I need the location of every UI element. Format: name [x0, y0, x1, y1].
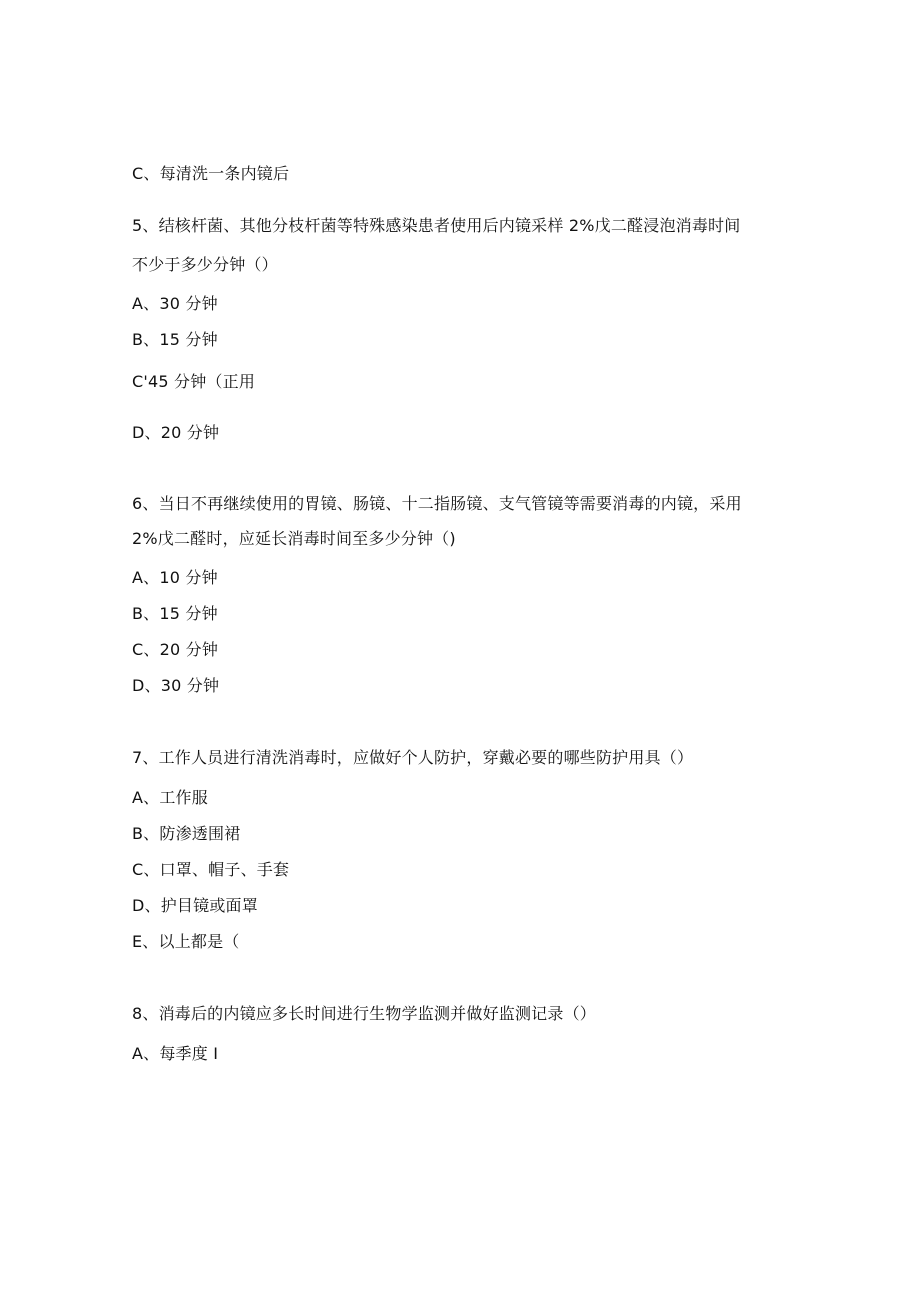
q5-option-d: D、20 分钟 [132, 423, 220, 442]
q7-option-b: B、防渗透围裙 [132, 824, 241, 843]
q8-question: 8、消毒后的内镜应多长时间进行生物学监测并做好监测记录（） [132, 1004, 596, 1023]
q7-option-e: E、以上都是（ [132, 932, 240, 951]
q7-option-d: D、护目镜或面罩 [132, 896, 258, 915]
q7-option-a: A、工作服 [132, 788, 208, 807]
q7-option-c: C、口罩、帽子、手套 [132, 860, 290, 879]
q4-option-c: C、每清洗一条内镜后 [132, 164, 290, 183]
q6-question-line2: 2%戊二醛时，应延长消毒时间至多少分钟（) [132, 529, 456, 548]
q7-question: 7、工作人员进行清洗消毒时，应做好个人防护，穿戴必要的哪些防护用具（） [132, 748, 694, 767]
q5-question-line1: 5、结核杆菌、其他分枝杆菌等特殊感染患者使用后内镜采样 2%戊二醛浸泡消毒时间 [132, 216, 741, 235]
q5-question-line2: 不少于多少分钟（） [132, 255, 278, 274]
q6-option-a: A、10 分钟 [132, 568, 218, 587]
q6-option-d: D、30 分钟 [132, 676, 220, 695]
q6-option-b: B、15 分钟 [132, 604, 218, 623]
q5-option-c: C'45 分钟（正用 [132, 372, 256, 391]
q6-question-line1: 6、当日不再继续使用的胃镜、肠镜、十二指肠镜、支气管镜等需要消毒的内镜，采用 [132, 494, 742, 513]
q5-option-a: A、30 分钟 [132, 294, 218, 313]
q8-option-a: A、每季度 I [132, 1044, 219, 1063]
q5-option-b: B、15 分钟 [132, 330, 218, 349]
q6-option-c: C、20 分钟 [132, 640, 219, 659]
